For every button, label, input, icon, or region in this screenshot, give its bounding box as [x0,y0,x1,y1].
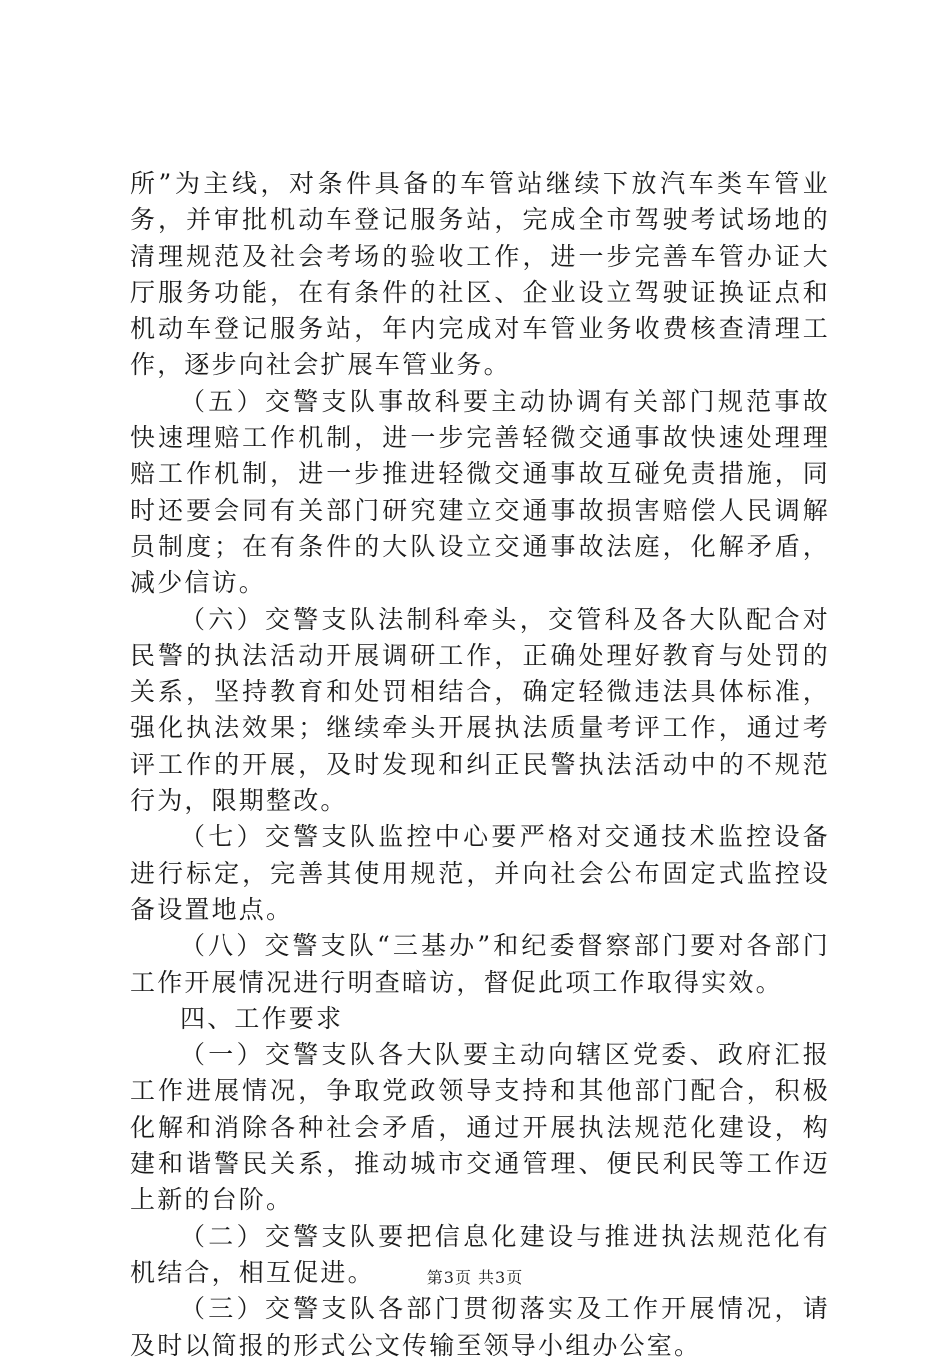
paragraph-车管业务: 所”为主线，对条件具备的车管站继续下放汽车类车管业务，并审批机动车登记服务站，完成全市驾驶考试场地的清理规范及社会考场的验收工作，进一步完善车管办证大厅服务功能，在有条件的社区、企业设立驾驶证换证点和机动车登记服务站，年内完成对车管业务收费核查清理工作，逐步向社会扩展车管业务。 [130,169,830,380]
document-body [130,166,830,1364]
paragraph-eight: （八）交警支队“三基办”和纪委督察部门要对各部门工作开展情况进行明查暗访，督促此项工作取得实效。 [130,931,830,997]
paragraph-req-two: （二）交警支队要把信息化建设与推进执法规范化有机结合，相互促进。 [130,1221,830,1287]
page-footer: 第3页 共3页 [426,1268,524,1287]
paragraph-five: （五）交警支队事故科要主动协调有关部门规范事故快速理赔工作机制，进一步完善轻微交通事故快速处理理赔工作机制，进一步推进轻微交通事故互碰免责措施，同时还要会同有关部门研究建立交通事故损害赔偿人民调解员制度；在有条件的大队设立交通事故法庭，化解矛盾，减少信访。 [130,386,830,598]
paragraph-req-one: （一）交警支队各大队要主动向辖区党委、政府汇报工作进展情况，争取党政领导支持和其他部门配合，积极化解和消除各种社会矛盾，通过开展执法规范化建设，构建和谐警民关系，推动城市交通管理、便民利民等工作迈上新的台阶。 [130,1040,830,1215]
paragraph-six: （六）交警支队法制科牵头，交管科及各大队配合对民警的执法活动开展调研工作，正确处理好教育与处罚的关系，坚持教育和处罚相结合，确定轻微违法具体标准，强化执法效果；继续牵头开展执法质量考评工作，通过考评工作的开展，及时发现和纠正民警执法活动中的不规范行为，限期整改。 [130,604,830,816]
section-heading-work-requirements: 四、工作要求 [180,1003,344,1033]
paragraph-req-three: （三）交警支队各部门贯彻落实及工作开展情况，请及时以简报的形式公文传输至领导小组办公室。 [130,1294,830,1360]
paragraph-seven: （七）交警支队监控中心要严格对交通技术监控设备进行标定，完善其使用规范，并向社会公布固定式监控设备设置地点。 [130,822,830,924]
